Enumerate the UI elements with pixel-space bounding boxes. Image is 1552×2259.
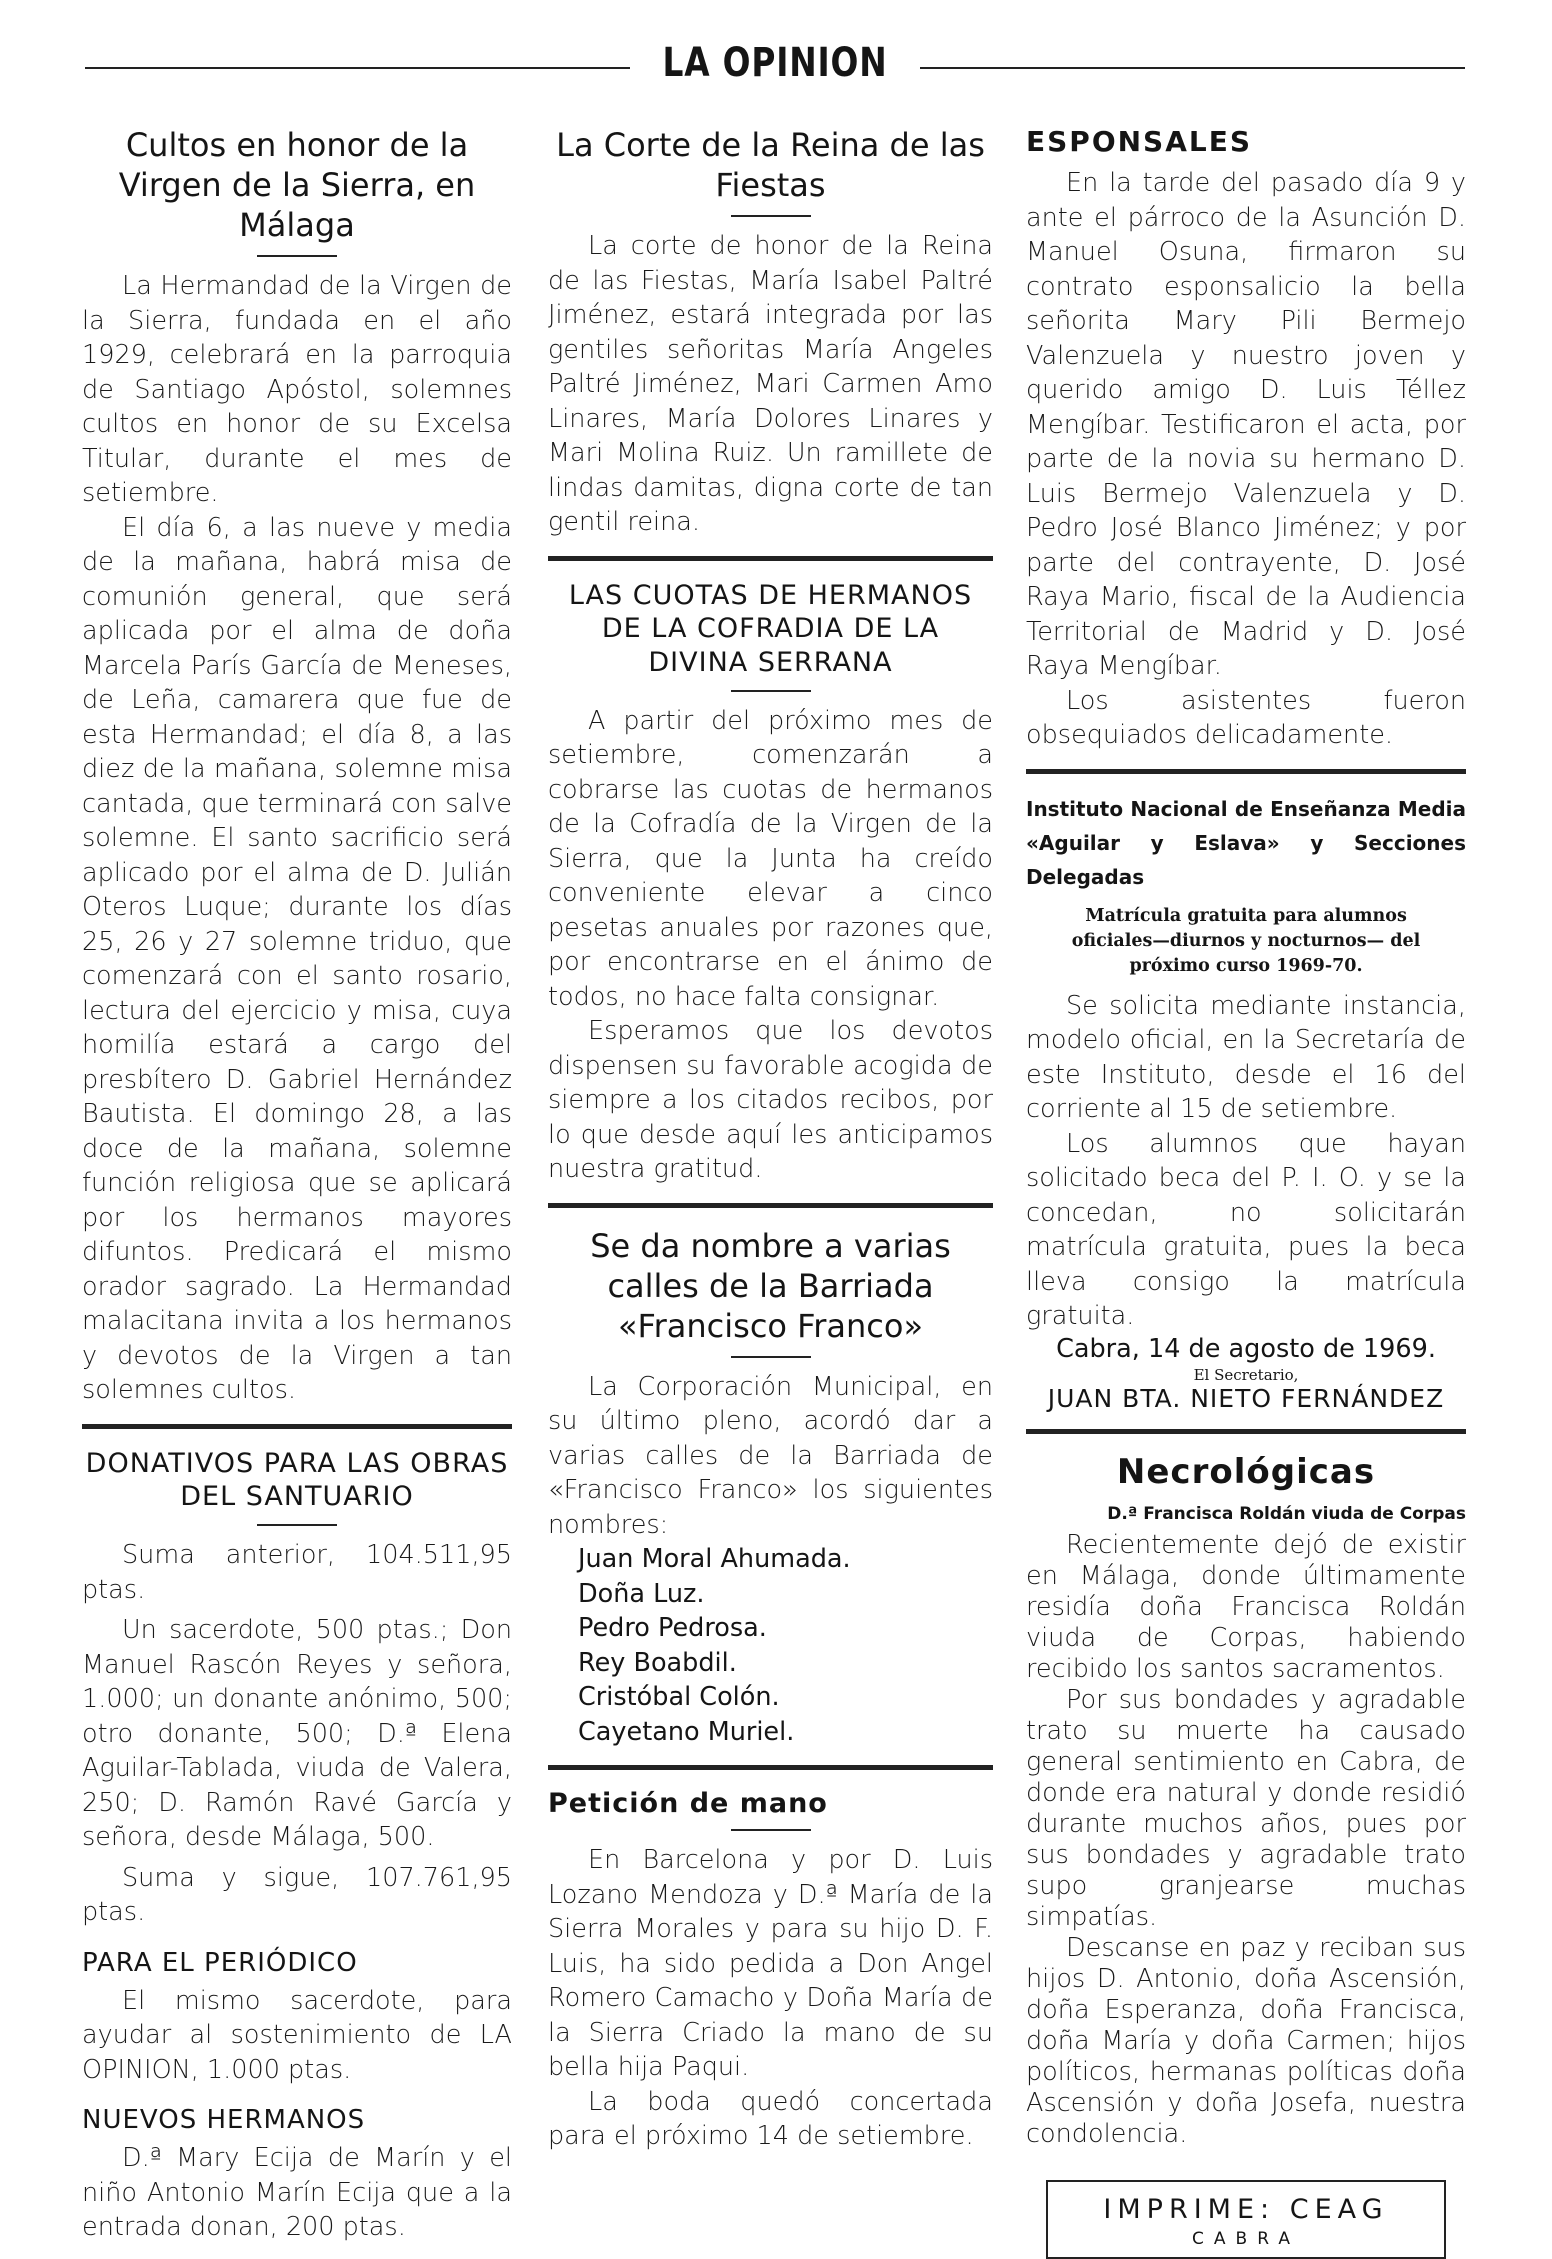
instituto-place-date: Cabra, 14 de agosto de 1969. xyxy=(1056,1333,1436,1364)
cultos-title: Cultos en honor de la Virgen de la Sierra, en Málaga xyxy=(118,126,476,244)
short-rule xyxy=(731,215,811,217)
donativos-paragraph-1: Suma anterior, 104.511,95 ptas. xyxy=(82,1540,512,1605)
street-names-list xyxy=(548,1542,993,1749)
short-rule xyxy=(731,690,811,692)
cultos-paragraph-1: La Hermandad de la Virgen de la Sierra, fundada en el año 1929, celebrará en la parroquia de Santiago Apóstol, solemnes cultos en honor de su Excelsa Titular, durante el mes de setiembre. xyxy=(82,271,512,508)
street-name: Doña Luz. xyxy=(578,1578,705,1609)
necro-paragraph-1: Recientemente dejó de existir en Málaga, donde últimamente residía doña Francisca Roldán viuda de Corpas, habiendo recibido los santos sacramentos. xyxy=(1026,1529,1466,1684)
instituto-subtitle: Matrícula gratuita para alumnos oficiales—diurnos y nocturnos— del próximo curso 1969-70. xyxy=(1071,905,1421,976)
peticion-title: Petición de mano xyxy=(548,1788,828,1820)
instituto-signer-role: El Secretario, xyxy=(1193,1365,1299,1384)
calles-title: Se da nombre a varias calles de la Barriada «Francisco Franco» xyxy=(590,1226,951,1345)
necro-subtitle: D.ª Francisca Roldán viuda de Corpas xyxy=(1107,1503,1466,1524)
cultos-paragraph-2: El día 6, a las nueve y media de la mañana, habrá misa de comunión general, que será aplicada por el alma de doña Marcela París García de Meneses, de Leña, camarera que fue de esta Hermandad; el día 8, a las diez de la mañana, solemne misa cantada, que terminará con salve solemne. El santo sacrificio será aplicado por el alma de D. Julián Oteros Luque; durante los días 25, 26 y 27 solemne triduo, que comenzará con el santo rosario, lectura del ejercicio y misa, cuya homilía estará a cargo del presbítero D. Gabriel Hernández Bautista. El domingo 28, a las doce de la mañana, solemne función religiosa que se aplicará por los hermanos mayores difuntos. Predicará el mismo orador sagrado. La Hermandad malacitana invita a los hermanos y devotos de la Virgen a tan solemnes cultos. xyxy=(82,512,512,1405)
donativos-paragraph-3: Suma y sigue, 107.761,95 ptas. xyxy=(82,1862,512,1927)
printer-city: CABRA xyxy=(1192,2228,1300,2249)
corte-paragraph: La corte de honor de la Reina de las Fiestas, María Isabel Paltré Jiménez, estará integrada por las gentiles señoritas María Angeles Paltré Jiménez, Mari Carmen Amo Linares, María Dolores Linares y Mari Molina Ruiz. Un ramillete de lindas damitas, digna corte de tan gentil reina. xyxy=(548,231,993,537)
peticion-paragraph-2: La boda quedó concertada para el próximo 14 de setiembre. xyxy=(548,2086,993,2152)
instituto-signer-name: JUAN BTA. NIETO FERNÁNDEZ xyxy=(1047,1383,1445,1413)
street-name: Juan Moral Ahumada. xyxy=(578,1544,851,1575)
periodico-title: PARA EL PERIÓDICO xyxy=(82,1947,358,1978)
newspaper-title: LA OPINION xyxy=(662,40,888,86)
calles-paragraph: La Corporación Municipal, en su último pleno, acordó dar a varias calles de la Barriada de «Francisco Franco» los siguientes nombres: xyxy=(548,1371,993,1540)
periodico-paragraph: El mismo sacerdote, para ayudar al sostenimiento de LA OPINION, 1.000 ptas. xyxy=(82,1985,512,2085)
necro-paragraph-3: Descanse en paz y reciban sus hijos D. Antonio, doña Ascensión, doña Esperanza, doña Francisca, doña María y doña Carmen; hijos políticos, hermanas políticas doña Ascensión y doña Josefa, nuestra condolencia. xyxy=(1026,1932,1466,2149)
column-3 xyxy=(1026,125,1466,2259)
hermanos-title: NUEVOS HERMANOS xyxy=(82,2105,366,2135)
section-rule xyxy=(548,1765,993,1770)
donativos-title: DONATIVOS PARA LAS OBRAS DEL SANTUARIO xyxy=(85,1447,509,1513)
necro-paragraph-2: Por sus bondades y agradable trato su muerte ha causado general sentimiento en Cabra, de donde era natural y donde residió durante muchos años, pues por sus bondades y agradable trato supo granjearse muchas simpatías. xyxy=(1026,1684,1466,1932)
esponsales-paragraph-1: En la tarde del pasado día 9 y ante el párroco de la Asunción D. Manuel Osuna, firmaron su contrato esponsalicio la bella señorita Mary Pili Bermejo Valenzuela y nuestro joven y querido amigo D. Luis Téllez Mengíbar. Testificaron el acta, por parte de la novia su hermano D. Luis Bermejo Valenzuela y D. Pedro José Blanco Jiménez; y por parte del contrayente, D. José Raya Mario, fiscal de la Audiencia Territorial de Madrid y D. José Raya Mengíbar. xyxy=(1026,168,1466,681)
street-name: Pedro Pedrosa. xyxy=(578,1613,767,1644)
short-rule xyxy=(257,1524,337,1526)
esponsales-paragraph-2: Los asistentes fueron obsequiados delicadamente. xyxy=(1026,685,1466,750)
printer-box xyxy=(1046,2180,1446,2259)
instituto-paragraph-1: Se solicita mediante instancia, modelo oficial, en la Secretaría de este Instituto, desde el 16 del corriente al 15 de setiembre. xyxy=(1026,990,1466,1124)
section-rule xyxy=(1026,769,1466,774)
peticion-paragraph-1: En Barcelona y por D. Luis Lozano Mendoza y D.ª María de la Sierra Morales y para su hijo D. F. Luis, ha sido pedida a Don Angel Romero Camacho y Doña María de la Sierra Criado la mano de su bella hija Paqui. xyxy=(548,1845,993,2083)
esponsales-title: ESPONSALES xyxy=(1026,125,1253,158)
section-rule xyxy=(1026,1429,1466,1434)
masthead-rule-left xyxy=(85,67,630,69)
hermanos-paragraph: D.ª Mary Ecija de Marín y el niño Antonio Marín Ecija que a la entrada donan, 200 ptas. xyxy=(82,2143,512,2242)
column-1 xyxy=(82,125,512,2245)
street-name: Cayetano Muriel. xyxy=(578,1716,795,1747)
street-name: Cristóbal Colón. xyxy=(578,1682,780,1713)
instituto-paragraph-2: Los alumnos que hayan solicitado beca del P. I. O. y se la concedan, no solicitarán matrícula gratuita, pues la beca lleva consigo la matrícula gratuita. xyxy=(1026,1128,1466,1331)
short-rule xyxy=(257,255,337,257)
section-rule xyxy=(548,1203,993,1208)
necro-title: Necrológicas xyxy=(1116,1451,1376,1492)
short-rule xyxy=(731,1829,811,1831)
donativos-paragraph-2: Un sacerdote, 500 ptas.; Don Manuel Rascón Reyes y señora, 1.000; un donante anónimo, 500; otro donante, 500; D.ª Elena Aguilar-Tablada, viuda de Valera, 250; D. Ramón Ravé García y señora, desde Málaga, 500. xyxy=(82,1615,512,1852)
section-rule xyxy=(548,556,993,561)
masthead-rule-right xyxy=(920,67,1465,69)
street-name: Rey Boabdil. xyxy=(578,1647,737,1678)
section-rule xyxy=(82,1424,512,1429)
printer-name: IMPRIME: CEAG xyxy=(1103,2193,1389,2225)
short-rule xyxy=(731,1356,811,1358)
cuotas-paragraph-1: A partir del próximo mes de setiembre, comenzarán a cobrarse las cuotas de hermanos de la Cofradía de la Virgen de la Sierra, que la Junta ha creído conveniente elevar a cinco pesetas anuales por razones que, por encontrarse en el ánimo de todos, no hace falta consignar. xyxy=(548,705,993,1012)
corte-title: La Corte de la Reina de las Fiestas xyxy=(556,126,985,204)
instituto-title: Instituto Nacional de Enseñanza Media «Aguilar y Eslava» y Secciones Delegadas xyxy=(1026,796,1466,889)
masthead xyxy=(85,40,1465,90)
column-2 xyxy=(548,125,993,2154)
cuotas-title: LAS CUOTAS DE HERMANOS DE LA COFRADIA DE LA DIVINA SERRANA xyxy=(568,579,973,678)
cuotas-paragraph-2: Esperamos que los devotos dispensen su favorable acogida de siempre a los citados recibos, por lo que desde aquí les anticipamos nuestra gratitud. xyxy=(548,1016,993,1185)
